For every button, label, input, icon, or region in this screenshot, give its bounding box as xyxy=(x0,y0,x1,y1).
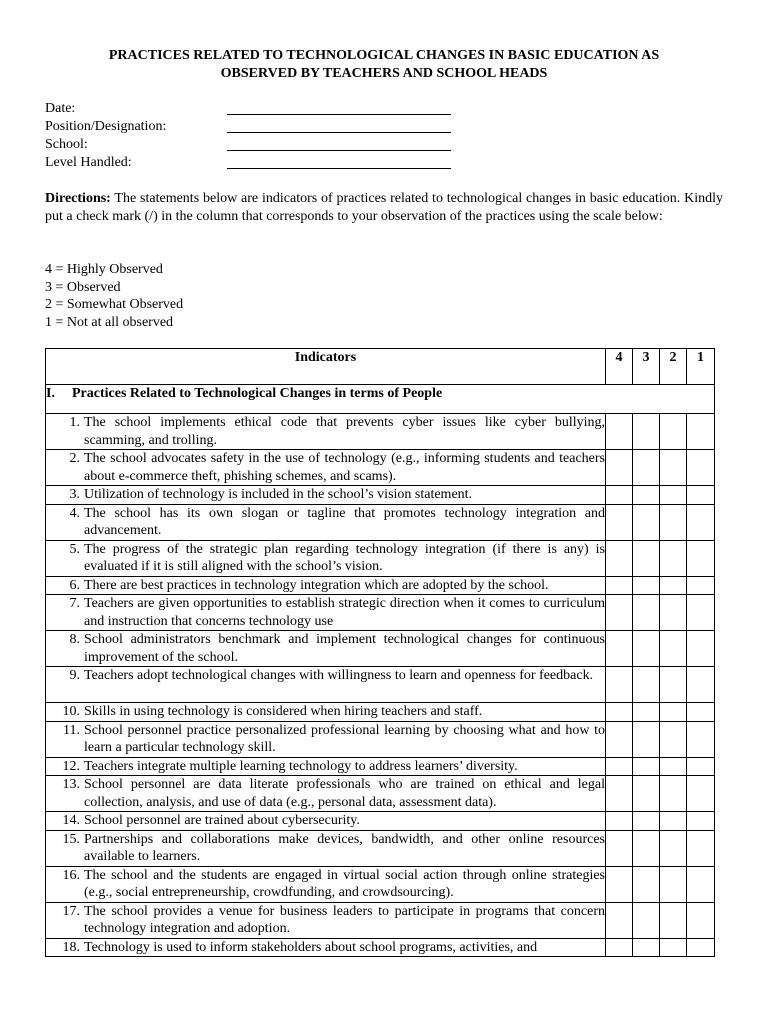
rating-cell-4[interactable] xyxy=(606,938,633,957)
rating-cell-2[interactable] xyxy=(660,631,687,667)
table-row xyxy=(46,595,715,631)
directions-label: Directions: xyxy=(45,191,111,206)
rating-cell-2[interactable] xyxy=(660,486,687,505)
indicator-number: 11. xyxy=(63,722,80,738)
rating-cell-2[interactable] xyxy=(660,776,687,812)
indicator-number: 2. xyxy=(69,451,80,466)
rating-cell-2[interactable] xyxy=(660,414,687,450)
indicator xyxy=(46,722,605,757)
rating-cell-2[interactable] xyxy=(660,504,687,540)
indicator-number: 4. xyxy=(69,505,80,521)
rating-cell-4[interactable] xyxy=(606,631,633,667)
indicator-number: 3. xyxy=(69,487,80,502)
table-row xyxy=(46,866,715,902)
field-blank-line[interactable] xyxy=(227,114,451,115)
rating-cell-2[interactable] xyxy=(660,902,687,938)
field-label: Position/Designation: xyxy=(45,119,167,134)
rating-cell-2[interactable] xyxy=(660,703,687,722)
rating-cell-1[interactable] xyxy=(687,703,715,722)
field-date xyxy=(45,100,465,118)
indicator-number: 9. xyxy=(69,668,80,683)
indicator xyxy=(46,631,605,666)
rating-cell-4[interactable] xyxy=(606,703,633,722)
rating-cell-1[interactable] xyxy=(687,776,715,812)
indicator-cell xyxy=(46,757,606,776)
field-blank-line[interactable] xyxy=(227,150,451,151)
indicator xyxy=(46,867,605,902)
indicator-number: 7. xyxy=(69,596,80,611)
rating-cell-4[interactable] xyxy=(606,595,633,631)
field-blank-line[interactable] xyxy=(227,168,451,169)
title-line-1: PRACTICES RELATED TO TECHNOLOGICAL CHANGES IN BASIC EDUCATION AS xyxy=(108,48,660,63)
indicator-number: 6. xyxy=(69,577,80,593)
rating-cell-4[interactable] xyxy=(606,540,633,576)
rating-cell-1[interactable] xyxy=(687,902,715,938)
indicator xyxy=(46,703,605,721)
directions-text: The statements below are indicators of practices related to technological changes in basic education. Kindly put a check mark (/) in the column that corresponds to your observation of the practices using the scale below: xyxy=(45,191,723,224)
table-row xyxy=(46,576,715,595)
indicators-table xyxy=(45,348,715,957)
indicator-cell xyxy=(46,631,606,667)
indicator-number: 14. xyxy=(62,813,80,828)
indicator-cell xyxy=(46,776,606,812)
table-row xyxy=(46,504,715,540)
rating-header-4: 4 xyxy=(606,349,633,385)
rating-cell-3[interactable] xyxy=(633,902,660,938)
indicator-cell xyxy=(46,540,606,576)
indicator xyxy=(46,812,605,830)
field-label: Level Handled: xyxy=(45,155,132,170)
rating-cell-4[interactable] xyxy=(606,812,633,831)
table-row xyxy=(46,486,715,505)
rating-cell-3[interactable] xyxy=(633,667,660,703)
indicator-cell xyxy=(46,866,606,902)
table-row xyxy=(46,703,715,722)
rating-cell-1[interactable] xyxy=(687,757,715,776)
indicator xyxy=(46,595,605,630)
table-row xyxy=(46,414,715,450)
scale-item: 1 = Not at all observed xyxy=(45,315,174,331)
rating-cell-2[interactable] xyxy=(660,757,687,776)
rating-cell-4[interactable] xyxy=(606,757,633,776)
table-row xyxy=(46,667,715,703)
document-title xyxy=(45,47,723,82)
indicator-cell xyxy=(46,595,606,631)
rating-cell-2[interactable] xyxy=(660,595,687,631)
field-blank-line[interactable] xyxy=(227,132,451,133)
rating-cell-3[interactable] xyxy=(633,576,660,595)
rating-cell-3[interactable] xyxy=(633,703,660,722)
indicator-cell xyxy=(46,667,606,703)
rating-cell-1[interactable] xyxy=(687,486,715,505)
indicator xyxy=(46,414,605,449)
table-row xyxy=(46,450,715,486)
indicator xyxy=(46,776,605,811)
indicator-cell xyxy=(46,721,606,757)
section-row xyxy=(46,385,715,414)
rating-cell-1[interactable] xyxy=(687,721,715,757)
indicator xyxy=(46,450,605,485)
indicator-text: The school has its own slogan or tagline that promotes technology integration and advancement. xyxy=(84,505,605,538)
table-row xyxy=(46,830,715,866)
rating-cell-3[interactable] xyxy=(633,504,660,540)
rating-cell-4[interactable] xyxy=(606,776,633,812)
rating-cell-4[interactable] xyxy=(606,830,633,866)
indicator xyxy=(46,903,605,938)
rating-cell-3[interactable] xyxy=(633,812,660,831)
indicator-cell xyxy=(46,486,606,505)
rating-cell-3[interactable] xyxy=(633,721,660,757)
section-title-cell xyxy=(46,385,715,414)
indicators-header: Indicators xyxy=(46,349,606,385)
indicator-number: 1. xyxy=(69,415,80,430)
rating-header-1: 1 xyxy=(687,349,715,385)
scale-item: 2 = Somewhat Observed xyxy=(45,297,184,313)
table-row xyxy=(46,812,715,831)
indicator-cell xyxy=(46,703,606,722)
table-row xyxy=(46,776,715,812)
section-roman: I. xyxy=(46,386,55,401)
rating-cell-3[interactable] xyxy=(633,486,660,505)
rating-cell-1[interactable] xyxy=(687,812,715,831)
indicator-text: Teachers are given opportunities to establish strategic direction when it comes to curriculum and instruction that concerns technology use xyxy=(84,596,605,629)
rating-cell-1[interactable] xyxy=(687,938,715,957)
scale-item: 4 = Highly Observed xyxy=(45,262,163,277)
rating-cell-2[interactable] xyxy=(660,812,687,831)
indicator-text: The school implements ethical code that prevents cyber issues like cyber bullying, scamming, and trolling. xyxy=(84,415,605,448)
indicator-text: The school advocates safety in the use of technology (e.g., informing students and teachers about e-commerce theft, phishing schemes, and scams). xyxy=(84,451,605,484)
indicator-cell xyxy=(46,902,606,938)
indicator-text: Partnerships and collaborations make devices, bandwidth, and other online resources available to learners. xyxy=(84,831,605,864)
rating-cell-2[interactable] xyxy=(660,667,687,703)
table-row xyxy=(46,757,715,776)
indicator-cell xyxy=(46,830,606,866)
rating-cell-4[interactable] xyxy=(606,414,633,450)
indicator xyxy=(46,939,605,957)
rating-cell-3[interactable] xyxy=(633,450,660,486)
rating-cell-4[interactable] xyxy=(606,667,633,703)
indicator-cell xyxy=(46,812,606,831)
field-label: Date: xyxy=(45,101,76,116)
indicator-text: School personnel practice personalized professional learning by choosing what and how to learn a particular technology skill. xyxy=(84,722,605,755)
rating-cell-1[interactable] xyxy=(687,504,715,540)
rating-header-3: 3 xyxy=(633,349,660,385)
field-school xyxy=(45,136,465,154)
rating-cell-3[interactable] xyxy=(633,776,660,812)
rating-cell-1[interactable] xyxy=(687,595,715,631)
indicator-cell xyxy=(46,938,606,957)
rating-cell-2[interactable] xyxy=(660,830,687,866)
rating-cell-2[interactable] xyxy=(660,866,687,902)
rating-cell-1[interactable] xyxy=(687,450,715,486)
rating-cell-3[interactable] xyxy=(633,938,660,957)
indicator-number: 13. xyxy=(62,777,80,792)
rating-cell-2[interactable] xyxy=(660,938,687,957)
indicator xyxy=(46,577,605,595)
table-row xyxy=(46,631,715,667)
rating-cell-2[interactable] xyxy=(660,576,687,595)
table-row xyxy=(46,902,715,938)
rating-cell-1[interactable] xyxy=(687,631,715,667)
rating-header-2: 2 xyxy=(660,349,687,385)
indicator-cell xyxy=(46,504,606,540)
rating-cell-4[interactable] xyxy=(606,866,633,902)
rating-cell-3[interactable] xyxy=(633,757,660,776)
indicator-text: School personnel are data literate professionals who are trained on ethical and legal collection, analysis, and use of data (e.g., personal data, assessment data). xyxy=(84,777,605,810)
indicator-number: 15. xyxy=(62,831,80,847)
indicator-text: Teachers adopt technological changes with willingness to learn and openness for feedback. xyxy=(84,668,594,683)
rating-cell-4[interactable] xyxy=(606,504,633,540)
scale-item: 3 = Observed xyxy=(45,279,121,295)
rating-cell-3[interactable] xyxy=(633,866,660,902)
rating-cell-4[interactable] xyxy=(606,576,633,595)
rating-cell-1[interactable] xyxy=(687,540,715,576)
indicator-text: School personnel are trained about cybersecurity. xyxy=(84,813,360,828)
rating-cell-2[interactable] xyxy=(660,540,687,576)
indicator-number: 12. xyxy=(62,758,80,774)
indicator-cell xyxy=(46,576,606,595)
indicator-number: 16. xyxy=(62,867,80,883)
rating-cell-1[interactable] xyxy=(687,866,715,902)
indicator xyxy=(46,486,605,504)
rating-cell-3[interactable] xyxy=(633,540,660,576)
rating-cell-2[interactable] xyxy=(660,450,687,486)
field-level xyxy=(45,154,465,172)
table-row xyxy=(46,938,715,957)
indicator-number: 5. xyxy=(69,541,80,557)
rating-cell-4[interactable] xyxy=(606,486,633,505)
rating-cell-2[interactable] xyxy=(660,721,687,757)
table-row xyxy=(46,540,715,576)
indicator-number: 17. xyxy=(62,903,80,919)
table-header-row xyxy=(46,349,715,385)
indicator-text: The school and the students are engaged in virtual social action through online strategies (e.g., social entrepreneurship, crowdfunding, and crowdsourcing). xyxy=(84,867,605,900)
field-label: School: xyxy=(45,137,88,152)
rating-cell-4[interactable] xyxy=(606,450,633,486)
indicator xyxy=(46,541,605,576)
indicator-number: 8. xyxy=(69,632,80,647)
indicator-text: Utilization of technology is included in the school’s vision statement. xyxy=(84,487,473,502)
rating-cell-3[interactable] xyxy=(633,414,660,450)
rating-cell-1[interactable] xyxy=(687,576,715,595)
indicator-text: The progress of the strategic plan regarding technology integration (if there is any) is evaluated if it is still aligned with the school’s vision. xyxy=(84,541,605,574)
title-line-2: OBSERVED BY TEACHERS AND SCHOOL HEADS xyxy=(220,65,548,81)
indicator-text: The school provides a venue for business leaders to participate in programs that concern technology integration and adoption. xyxy=(84,903,605,936)
indicator-text: School administrators benchmark and implement technological changes for continuous improvement of the school. xyxy=(84,632,605,665)
rating-cell-3[interactable] xyxy=(633,830,660,866)
indicator xyxy=(46,505,605,540)
rating-scale xyxy=(45,261,183,332)
indicator-text: Technology is used to inform stakeholders about school programs, activities, and xyxy=(84,939,538,955)
indicator-text: Skills in using technology is considered when hiring teachers and staff. xyxy=(84,704,483,719)
indicator-text: There are best practices in technology integration which are adopted by the school. xyxy=(84,577,549,593)
indicator xyxy=(46,831,605,866)
respondent-fields xyxy=(45,100,465,172)
indicator xyxy=(46,758,605,776)
indicator-text: Teachers integrate multiple learning technology to address learners’ diversity. xyxy=(84,758,518,774)
rating-cell-4[interactable] xyxy=(606,721,633,757)
rating-cell-3[interactable] xyxy=(633,631,660,667)
rating-cell-1[interactable] xyxy=(687,830,715,866)
field-position xyxy=(45,118,465,136)
indicator xyxy=(46,667,605,685)
section-title: Practices Related to Technological Changes in terms of People xyxy=(72,386,443,401)
indicator-number: 10. xyxy=(62,704,80,719)
indicator-cell xyxy=(46,450,606,486)
rating-cell-1[interactable] xyxy=(687,667,715,703)
rating-cell-4[interactable] xyxy=(606,902,633,938)
indicator-cell xyxy=(46,414,606,450)
rating-cell-1[interactable] xyxy=(687,414,715,450)
indicator-number: 18. xyxy=(62,939,80,955)
directions-paragraph xyxy=(45,190,723,225)
rating-cell-3[interactable] xyxy=(633,595,660,631)
table-row xyxy=(46,721,715,757)
